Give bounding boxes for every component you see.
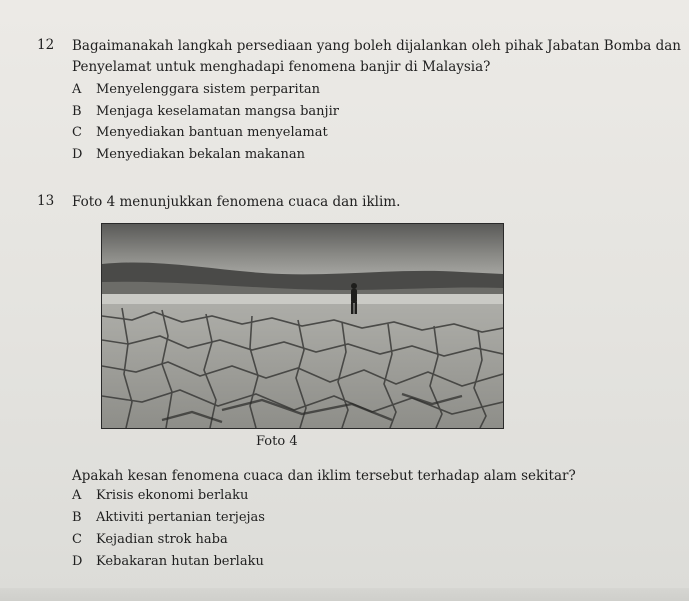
page-bottom-edge bbox=[0, 588, 689, 601]
question-12-text-line-2: Penyelamat untuk menghadapi fenomena banjir di Malaysia? bbox=[72, 59, 491, 75]
question-13-option-a[interactable] bbox=[72, 487, 248, 505]
question-13-number: 13 bbox=[37, 193, 55, 209]
option-text: Menyediakan bantuan menyelamat bbox=[96, 125, 328, 140]
option-text: Menyelenggara sistem perparitan bbox=[96, 82, 321, 97]
option-letter: B bbox=[72, 104, 82, 119]
option-letter: D bbox=[72, 147, 83, 162]
option-text: Aktiviti pertanian terjejas bbox=[96, 510, 265, 525]
option-text: Kebakaran hutan berlaku bbox=[96, 554, 264, 569]
option-letter: C bbox=[72, 125, 82, 140]
question-13-option-d[interactable] bbox=[72, 553, 264, 571]
option-letter: D bbox=[72, 554, 83, 569]
question-12-option-b[interactable] bbox=[72, 103, 339, 121]
option-letter: C bbox=[72, 532, 82, 547]
option-letter: A bbox=[72, 82, 82, 97]
photo-caption: Foto 4 bbox=[256, 434, 298, 449]
cracked-earth-image bbox=[102, 224, 503, 428]
option-text: Krisis ekonomi berlaku bbox=[96, 488, 249, 503]
question-13-prompt: Apakah kesan fenomena cuaca dan iklim tersebut terhadap alam sekitar? bbox=[72, 468, 576, 484]
question-12-option-a[interactable] bbox=[72, 81, 320, 99]
option-letter: A bbox=[72, 488, 82, 503]
question-12-option-d[interactable] bbox=[72, 146, 305, 164]
option-text: Menyediakan bekalan makanan bbox=[96, 147, 306, 162]
question-13-option-b[interactable] bbox=[72, 509, 265, 527]
foto-4-drought-photo bbox=[101, 223, 504, 429]
option-text: Menjaga keselamatan mangsa banjir bbox=[96, 104, 339, 119]
question-13-option-c[interactable] bbox=[72, 531, 228, 549]
question-12-number: 12 bbox=[37, 37, 55, 53]
option-text: Kejadian strok haba bbox=[96, 532, 228, 547]
option-letter: B bbox=[72, 510, 82, 525]
question-13-text: Foto 4 menunjukkan fenomena cuaca dan iklim. bbox=[72, 194, 401, 210]
question-12-text-line-1: Bagaimanakah langkah persediaan yang boleh dijalankan oleh pihak Jabatan Bomba dan bbox=[72, 38, 682, 54]
question-12-option-c[interactable] bbox=[72, 124, 328, 142]
